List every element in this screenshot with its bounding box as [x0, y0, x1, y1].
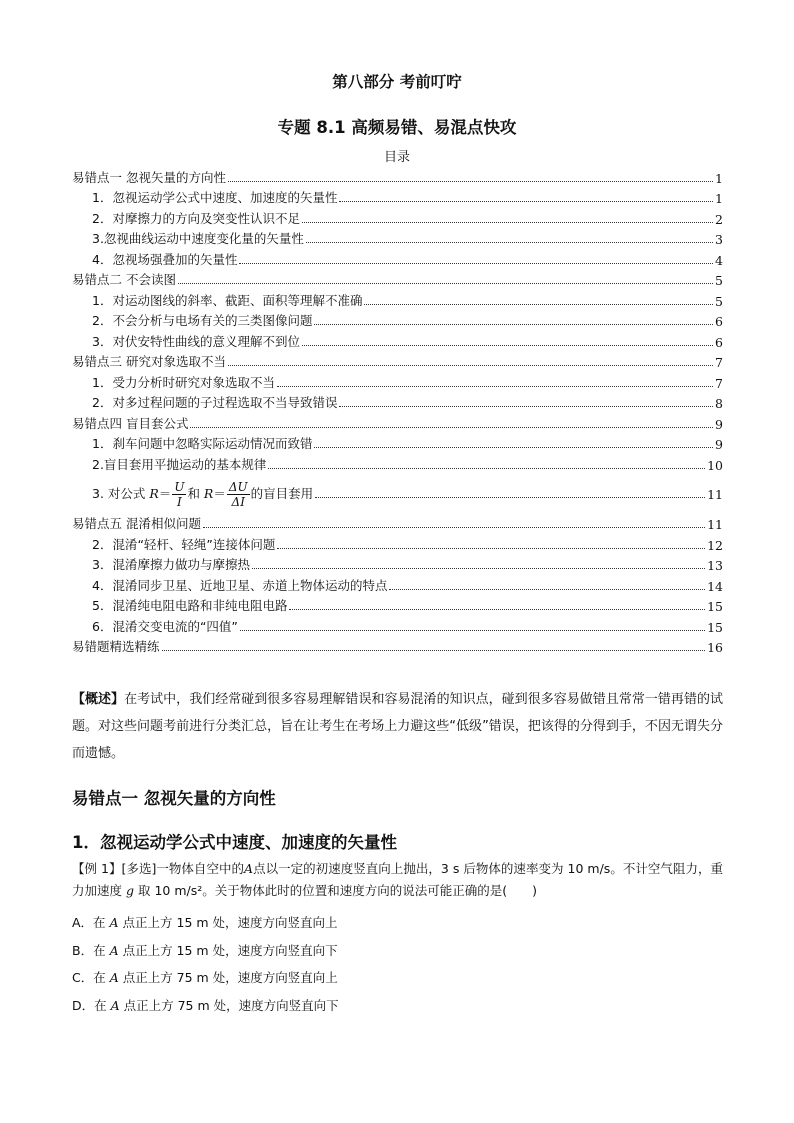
example-question: 【例 1】[多选]一物体自空中的A点以一定的初速度竖直向上抛出，3 s 后物体的速率变为 10 m/s。不计空气阻力，重力加速度 g 取 10 m/s²。关于物体此时的位置和速度方向的说法可能正确的是( )	[72, 861, 723, 898]
table-of-contents	[72, 165, 723, 655]
answer-options	[72, 912, 723, 1022]
section-heading: 易错点一 忽视矢量的方向性	[72, 789, 276, 808]
toc-entry[interactable]: 1．受力分析时研究对象选取不当 7	[92, 374, 723, 391]
toc-entry[interactable]: 易错点五 混淆相似问题 11	[72, 516, 723, 532]
toc-entry-formula[interactable]: 3. 对公式 R＝ $\frac{U}{I}$ 和 R＝ $\frac{\Delta U}{\Delta I}$ 的盲目套用 11	[92, 479, 723, 509]
toc-entry[interactable]: 2．对摩擦力的方向及突变性认识不足 2	[92, 210, 723, 227]
toc-entry[interactable]: 易错题精选精练 16	[72, 639, 723, 655]
toc-entry[interactable]: 易错点一 忽视矢量的方向性 1	[72, 169, 723, 186]
toc-entry[interactable]: 5．混淆纯电阻电路和非纯电阻电路 15	[92, 598, 723, 614]
toc-entry[interactable]: 2．对多过程问题的子过程选取不当导致错误 8	[92, 395, 723, 411]
toc-entry[interactable]: 1．对运动图线的斜率、截距、面积等理解不准确 5	[92, 292, 723, 309]
toc-entry[interactable]: 3．对伏安特性曲线的意义理解不到位 6	[92, 333, 723, 350]
toc-entry[interactable]: 2．不会分析与电场有关的三类图像问题 6	[92, 313, 723, 329]
subsection-heading: 1．忽视运动学公式中速度、加速度的矢量性	[72, 833, 397, 852]
answer-option[interactable]: B．在 A 点正上方 15 m 处，速度方向竖直向下	[72, 942, 338, 958]
document-subtitle: 专题 8.1 高频易错、易混点快攻	[277, 118, 517, 137]
answer-option[interactable]: D．在 A 点正上方 75 m 处，速度方向竖直向下	[72, 997, 339, 1013]
overview-paragraph: 【概述】在考试中，我们经常碰到很多容易理解错误和容易混淆的知识点，碰到很多容易做错且常常一错再错的试题。对这些问题考前进行分类汇总，旨在让考生在考场上力避这些“低级”错误，把该得的分得到手，不因无谓失分而遗憾。	[72, 692, 723, 761]
toc-entry[interactable]: 3．混淆摩擦力做功与摩擦热 13	[92, 557, 723, 573]
toc-entry[interactable]: 4．混淆同步卫星、近地卫星、赤道上物体运动的特点 14	[92, 577, 723, 594]
fraction-du-over-di: $\frac{\Delta U}{\Delta I}$	[228, 479, 248, 509]
answer-option[interactable]: A．在 A 点正上方 15 m 处，速度方向竖直向上	[72, 915, 338, 930]
toc-entry[interactable]: 易错点二 不会读图 5	[72, 272, 723, 288]
toc-entry[interactable]: 1．刹车问题中忽略实际运动情况而致错 9	[92, 436, 723, 452]
toc-entry[interactable]: 易错点四 盲目套公式 9	[72, 415, 723, 432]
toc-entry[interactable]: 易错点三 研究对象选取不当 7	[72, 354, 723, 370]
toc-heading: 目录	[383, 150, 410, 165]
document-title: 第八部分 考前叮咛	[332, 73, 462, 91]
toc-entry[interactable]: 6．混淆交变电流的“四值” 15	[92, 618, 723, 635]
answer-option[interactable]: C．在 A 点正上方 75 m 处，速度方向竖直向上	[72, 970, 338, 985]
toc-entry[interactable]: 1．忽视运动学公式中速度、加速度的矢量性 1	[92, 190, 723, 206]
toc-entry[interactable]: 4．忽视场强叠加的矢量性 4	[92, 251, 723, 268]
toc-entry[interactable]: 3.忽视曲线运动中速度变化量的矢量性 3	[92, 231, 723, 247]
fraction-u-over-i: $\frac{U}{I}$	[174, 479, 185, 509]
toc-entry[interactable]: 2．混淆“轻杆、轻绳”连接体问题 12	[92, 536, 723, 553]
toc-entry[interactable]: 2.盲目套用平抛运动的基本规律 10	[92, 456, 723, 473]
